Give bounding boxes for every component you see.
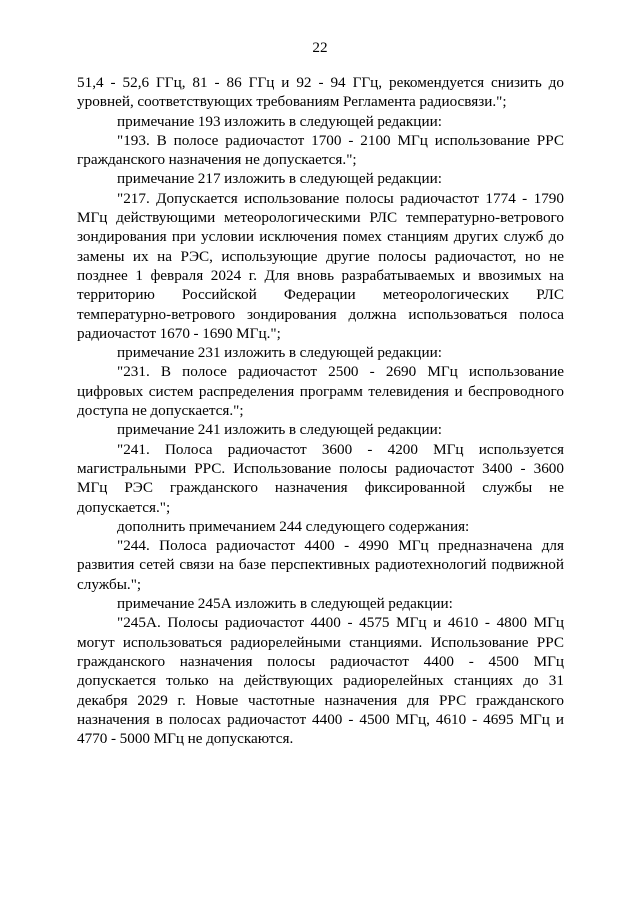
paragraph: "231. В полосе радиочастот 2500 - 2690 МГц использование цифровых систем распределения программ телевидения и беспроводного доступа не допускается.";: [77, 363, 564, 420]
paragraph: примечание 231 изложить в следующей редакции:: [117, 344, 442, 362]
paragraph: примечание 193 изложить в следующей редакции:: [117, 112, 442, 130]
paragraph: "193. В полосе радиочастот 1700 - 2100 МГц использование РРС гражданского назначения не допускается.";: [77, 131, 564, 169]
page-number: 22: [312, 39, 328, 56]
paragraph: дополнить примечанием 244 следующего содержания:: [117, 517, 470, 535]
body-text: [77, 73, 564, 748]
paragraph: примечание 245А изложить в следующей редакции:: [117, 595, 453, 613]
paragraph: "241. Полоса радиочастот 3600 - 4200 МГц используется магистральными РРС. Использование полосы радиочастот 3400 - 3600 МГц РЭС гражданского назначения фиксированной службы не допускается.";: [77, 440, 564, 516]
paragraph: примечание 217 изложить в следующей редакции:: [117, 170, 442, 188]
paragraph: "217. Допускается использование полосы радиочастот 1774 - 1790 МГц действующими метеорологическими РЛС температурно-ветрового зондирования при условии исключения помех станциям других служб до замены их на РЭС, использующие другие полосы радиочастот, но не позднее 1 февраля 2024 г. Для вновь разрабатываемых и ввозимых на территорию Российской Федерации метеорологических РЛС температурно-ветрового зондирования должна использоваться полоса радиочастот 1670 - 1690 МГц.";: [77, 189, 564, 342]
paragraph: "244. Полоса радиочастот 4400 - 4990 МГц предназначена для развития сетей связи на базе перспективных радиотехнологий подвижной службы.";: [77, 537, 564, 593]
paragraph: 51,4 - 52,6 ГГц, 81 - 86 ГГц и 92 - 94 ГГц, рекомендуется снизить до уровней, соответствующих требованиям Регламента радиосвязи.";: [77, 74, 564, 111]
paragraph: примечание 241 изложить в следующей редакции:: [117, 421, 442, 439]
paragraph: "245А. Полосы радиочастот 4400 - 4575 МГц и 4610 - 4800 МГц могут использоваться радиорелейными станциями. Использование РРС гражданского назначения полосы радиочастот 4400 - 4500 МГц допускается только на действующих радиорелейных станциях до 31 декабря 2029 г. Новые частотные назначения для РРС гражданского назначения в полосах радиочастот 4400 - 4500 МГц, 4610 - 4695 МГц и 4770 - 5000 МГц не допускаются.: [77, 614, 564, 748]
